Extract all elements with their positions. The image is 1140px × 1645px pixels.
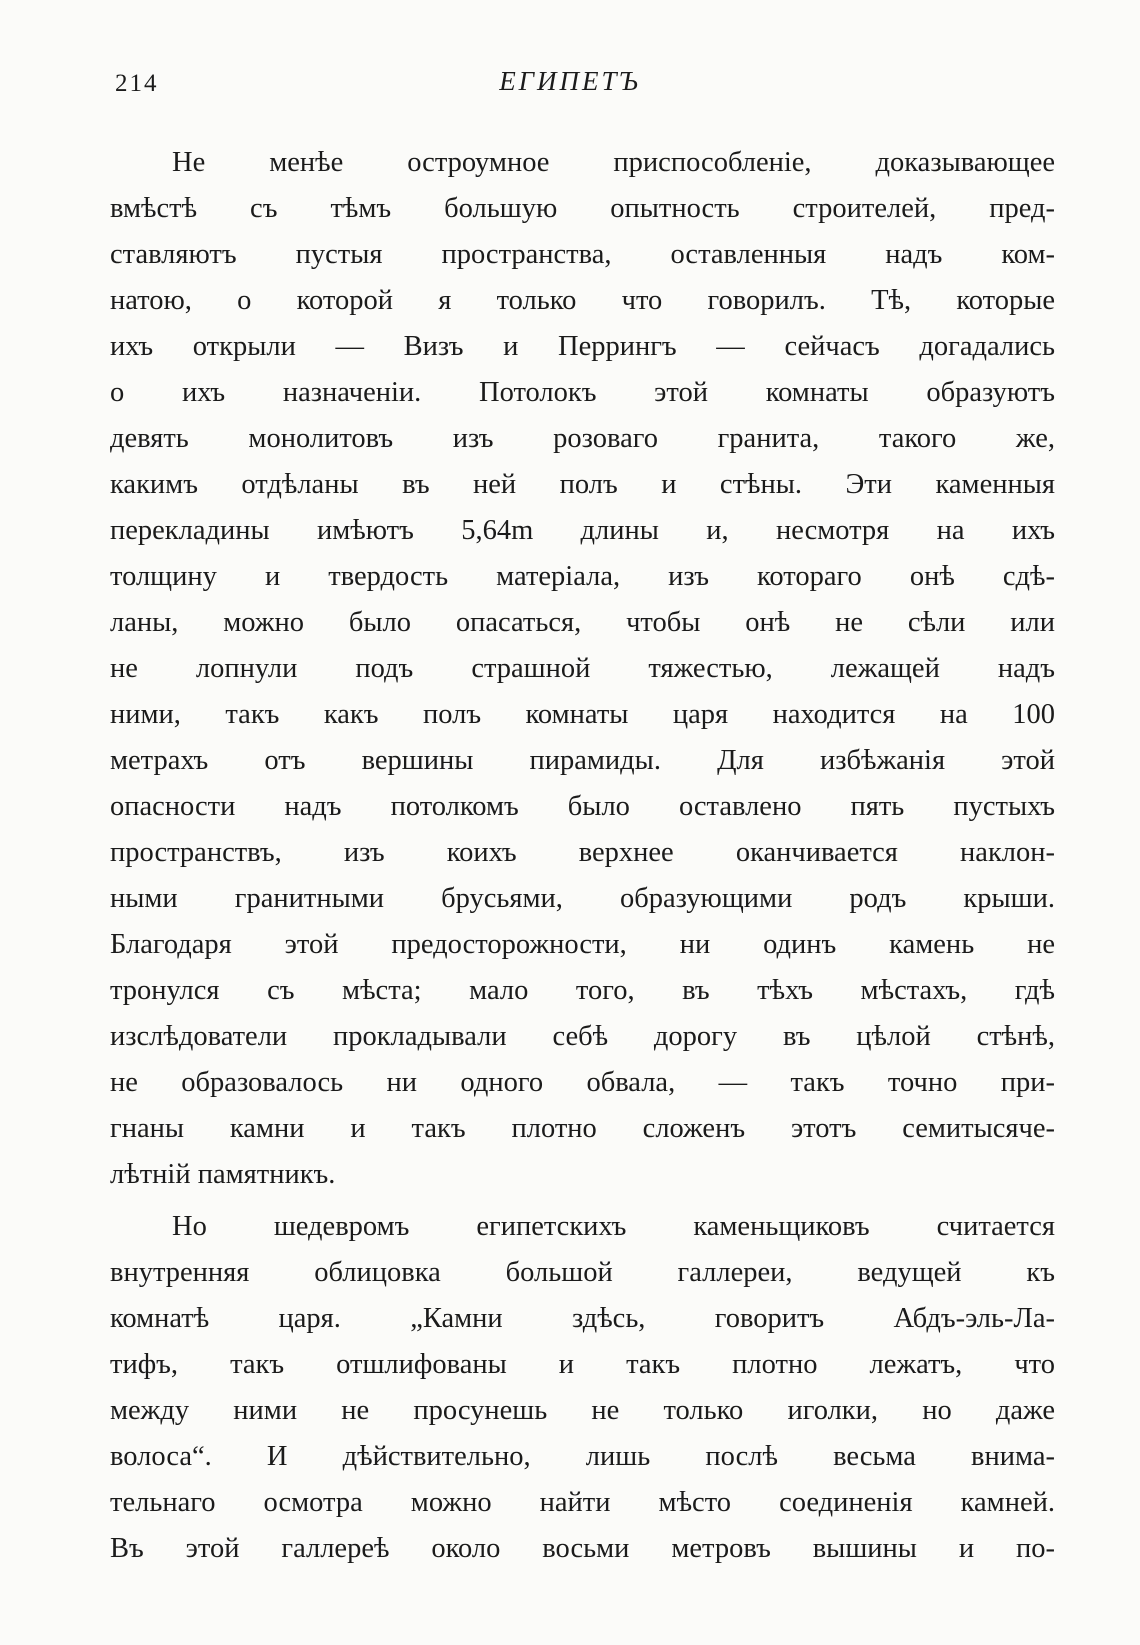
text-line: комнатѣ царя. „Камни здѣсь, говоритъ Абдъ-эль-Ла- (110, 1303, 1055, 1334)
running-title: ЕГИПЕТЪ (499, 66, 641, 96)
text-line: волоса“. И дѣйствительно, лишь послѣ весьма внима- (110, 1441, 1055, 1472)
text-line: ставляютъ пустыя пространства, оставленныя надъ ком- (110, 239, 1055, 270)
text-line: о ихъ назначеніи. Потолокъ этой комнаты образуютъ (110, 377, 1055, 408)
text-line: гнаны камни и такъ плотно сложенъ этотъ семитысяче- (110, 1113, 1055, 1144)
text-line: ланы, можно было опасаться, чтобы онѣ не сѣли или (110, 607, 1055, 638)
text-line: девять монолитовъ изъ розоваго гранита, такого же, (110, 423, 1055, 454)
text-line: тифъ, такъ отшлифованы и такъ плотно лежатъ, что (110, 1349, 1055, 1380)
text-line: опасности надъ потолкомъ было оставлено пять пустыхъ (110, 791, 1055, 822)
text-line: тельнаго осмотра можно найти мѣсто соединенія камней. (110, 1487, 1055, 1518)
body-text (110, 140, 1055, 1572)
text-line: ихъ открыли — Визъ и Перрингъ — сейчасъ догадались (110, 331, 1055, 362)
text-line: Не менѣе остроумное приспособленіе, доказывающее (172, 147, 1055, 178)
text-line: перекладины имѣютъ 5,64m длины и, несмотря на ихъ (110, 515, 1055, 546)
text-line: вмѣстѣ съ тѣмъ большую опытность строителей, пред- (110, 193, 1055, 224)
text-line: между ними не просунешь не только иголки, но даже (110, 1395, 1055, 1426)
text-line: Благодаря этой предосторожности, ни одинъ камень не (110, 929, 1055, 960)
text-line: метрахъ отъ вершины пирамиды. Для избѣжанія этой (110, 745, 1055, 776)
page-header (0, 62, 1140, 102)
text-line: ними, такъ какъ полъ комнаты царя находится на 100 (110, 699, 1055, 730)
text-line: не образовалось ни одного обвала, — такъ точно при- (110, 1067, 1055, 1098)
text-line: толщину и твердость матеріала, изъ котораго онѣ сдѣ- (110, 561, 1055, 592)
text-line: изслѣдователи прокладывали себѣ дорогу въ цѣлой стѣнѣ, (110, 1021, 1055, 1052)
text-line: Въ этой галлереѣ около восьми метровъ вышины и по- (110, 1533, 1055, 1564)
text-line: ными гранитными брусьями, образующими родъ крыши. (110, 883, 1055, 914)
text-line: Но шедевромъ египетскихъ каменьщиковъ считается (172, 1211, 1055, 1242)
text-line: лѣтній памятникъ. (110, 1159, 336, 1190)
text-line: внутренняя облицовка большой галлереи, ведущей къ (110, 1257, 1055, 1288)
text-line: какимъ отдѣланы въ ней полъ и стѣны. Эти каменныя (110, 469, 1055, 500)
text-line: пространствъ, изъ коихъ верхнее оканчивается наклон- (110, 837, 1055, 868)
page-number: 214 (115, 70, 159, 97)
paragraph-1 (110, 140, 1055, 1198)
paragraph-2 (110, 1204, 1055, 1572)
text-line: натою, о которой я только что говорилъ. Тѣ, которые (110, 285, 1055, 316)
text-line: тронулся съ мѣста; мало того, въ тѣхъ мѣстахъ, гдѣ (110, 975, 1055, 1006)
text-line: не лопнули подъ страшной тяжестью, лежащей надъ (110, 653, 1055, 684)
